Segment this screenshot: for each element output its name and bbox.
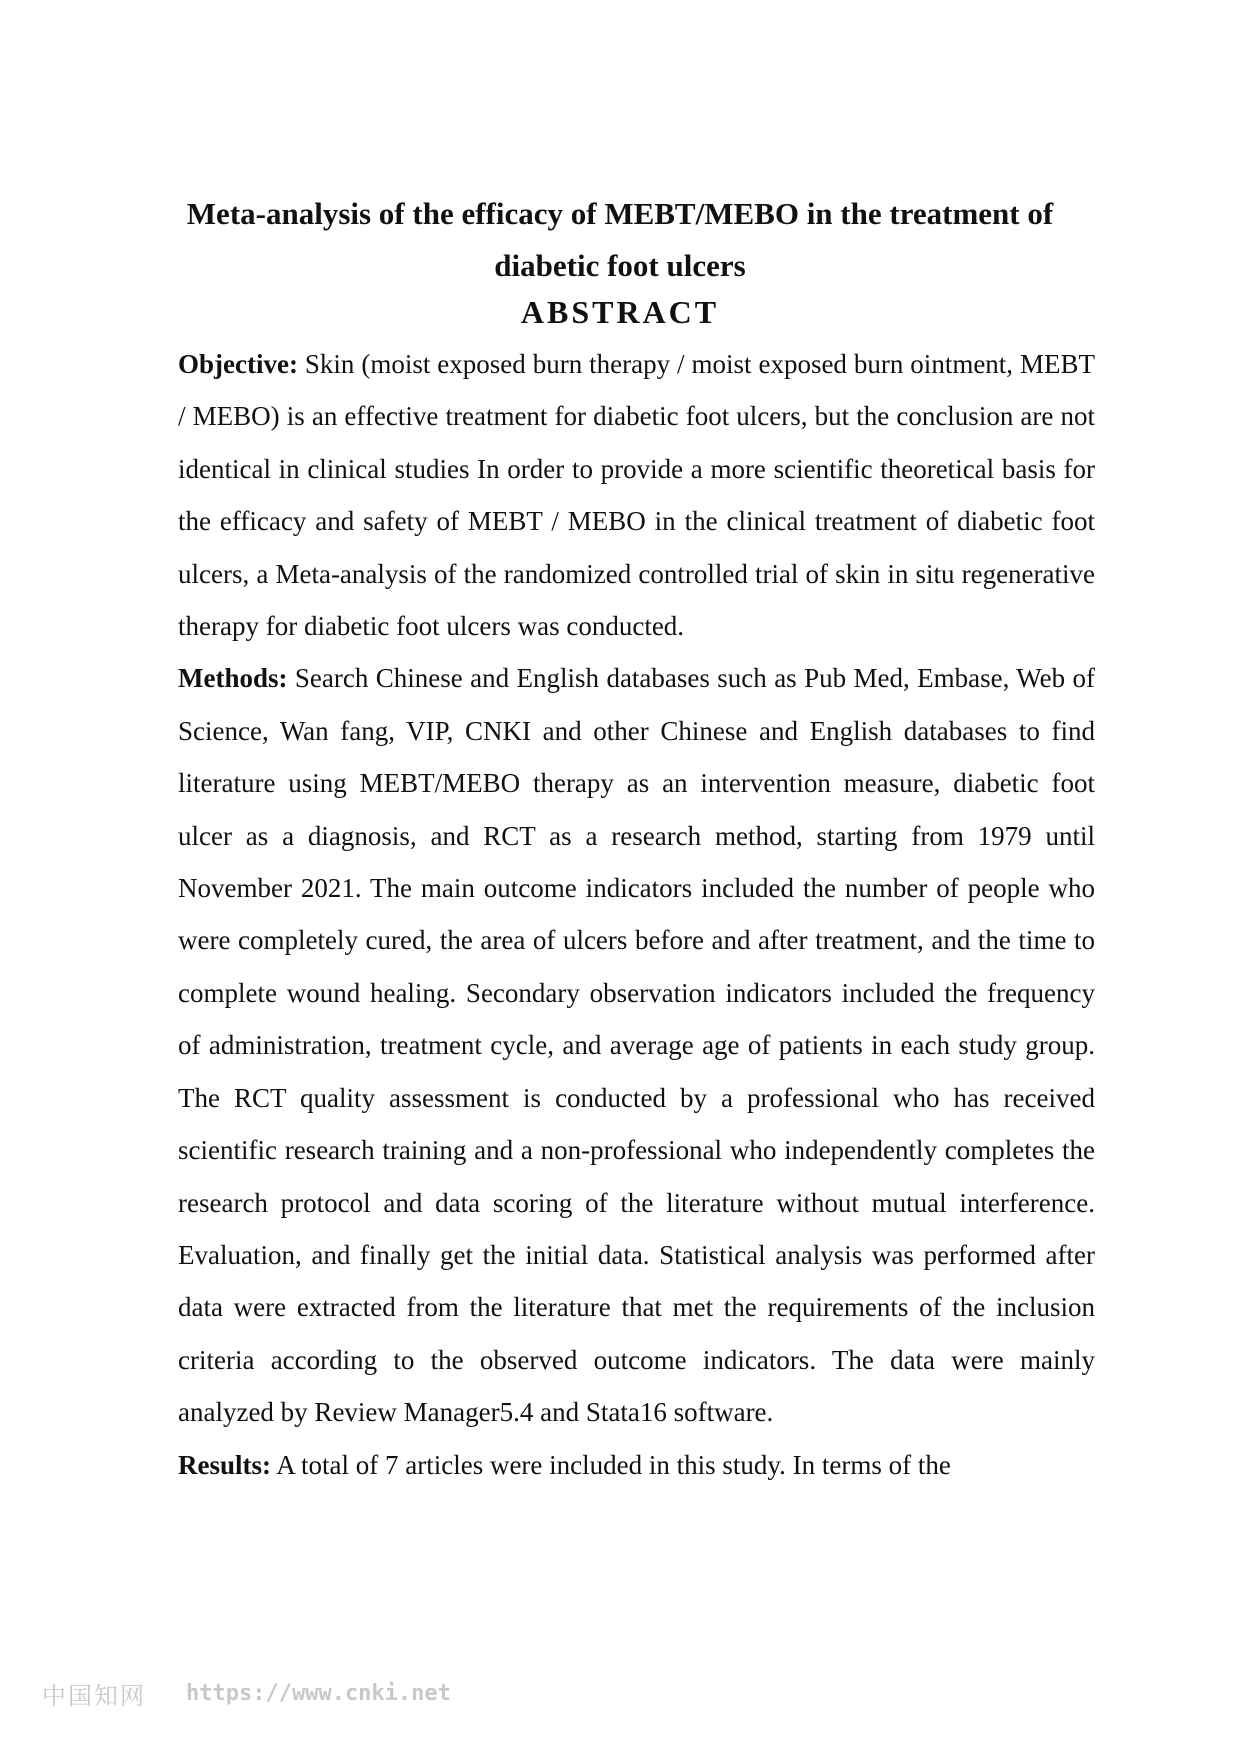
objective-paragraph <box>178 338 1095 652</box>
results-paragraph <box>178 1439 1095 1491</box>
methods-label: Methods: <box>178 663 288 694</box>
objective-text: Skin (moist exposed burn therapy / moist exposed burn ointment, MEBT / MEBO) is an effective treatment for diabetic foot ulcers, but the conclusion are not identical in clinical studies In order to provide a more scientific theoretical basis for the efficacy and safety of MEBT / MEBO in the clinical treatment of diabetic foot ulcers, a Meta-analysis of the randomized controlled trial of skin in situ regenerative therapy for diabetic foot ulcers was conducted. <box>178 349 1095 642</box>
watermark-site-name: 中国知网 <box>42 1681 146 1710</box>
results-text: A total of 7 articles were included in this study. In terms of the <box>271 1449 951 1480</box>
methods-text: Search Chinese and English databases such as Pub Med, Embase, Web of Science, Wan fang, VIP, CNKI and other Chinese and English databases to find literature using MEBT/MEBO therapy as an intervention measure, diabetic foot ulcer as a diagnosis, and RCT as a research method, starting from 1979 until November 2021. The main outcome indicators included the number of people who were completely cured, the area of ulcers before and after treatment, and the time to complete wound healing. Secondary observation indicators included the frequency of administration, treatment cycle, and average age of patients in each study group. The RCT quality assessment is conducted by a professional who has received scientific research training and a non-professional who independently completes the research protocol and data scoring of the literature without mutual interference. Evaluation, and finally get the initial data. Statistical analysis was performed after data were extracted from the literature that met the requirements of the inclusion criteria according to the observed outcome indicators. The data were mainly analyzed by Review Manager5.4 and Stata16 software. <box>178 663 1095 1428</box>
objective-label: Objective: <box>178 349 298 379</box>
abstract-heading: ABSTRACT <box>520 294 720 330</box>
abstract-body <box>178 338 1095 1491</box>
cnki-watermark <box>42 1678 451 1708</box>
paper-title: Meta-analysis of the efficacy of MEBT/MEBO in the treatment of diabetic foot ulcers <box>186 196 1054 283</box>
results-label: Results: <box>178 1449 271 1480</box>
watermark-url: https://www.cnki.net <box>186 1680 451 1706</box>
methods-paragraph <box>178 652 1095 1438</box>
